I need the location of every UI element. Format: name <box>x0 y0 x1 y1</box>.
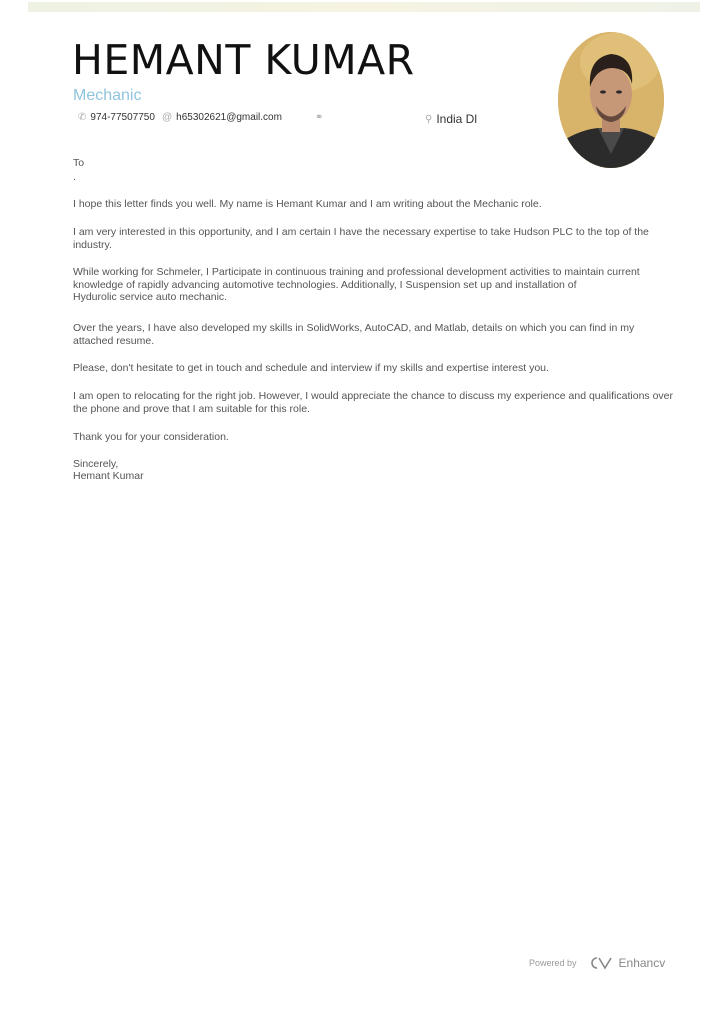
contact-phone[interactable] <box>78 112 155 123</box>
phone-icon: ✆ <box>78 112 87 123</box>
profile-photo-image <box>558 32 664 168</box>
contact-location <box>425 112 477 126</box>
applicant-name: HEMANT KUMAR <box>72 36 415 84</box>
recipient-dot: . <box>73 171 76 183</box>
paragraph-1: I hope this letter finds you well. My name is Hemant Kumar and I am writing about the Mechanic role. <box>73 198 542 210</box>
email-text: h65302621@gmail.com <box>176 112 282 123</box>
brand-name: Enhancv <box>618 956 666 970</box>
location-pin-icon: ⚲ <box>425 113 433 125</box>
paragraph-3: While working for Schmeler, I Participate in continuous training and professional development activities to maintain current knowledge of rapidly advancing automotive technologies. Additionally, I Suspension set up and installation of <box>73 266 640 291</box>
paragraph-4: Over the years, I have also developed my skills in SolidWorks, AutoCAD, and Matlab, details on which you can find in my attached resume. <box>73 322 635 347</box>
salutation <box>73 157 673 170</box>
paragraph-3-continued: Hydurolic service auto mechanic. <box>73 291 228 303</box>
recipient-placeholder <box>73 171 673 184</box>
profile-photo <box>558 32 664 168</box>
salutation-text: To <box>73 157 85 169</box>
link-icon: ⚭ <box>315 112 324 123</box>
contact-link[interactable] <box>315 112 327 123</box>
enhancv-logo-icon <box>589 956 615 970</box>
closing: Sincerely, <box>73 458 119 470</box>
paragraph-7: Thank you for your consideration. <box>73 431 229 443</box>
contact-email[interactable] <box>162 112 282 123</box>
at-icon: @ <box>162 112 173 123</box>
paragraph-5: Please, don't hesitate to get in touch and schedule and interview if my skills and expertise interest you. <box>73 362 549 374</box>
signature: Hemant Kumar <box>73 470 144 482</box>
job-title: Mechanic <box>73 87 142 104</box>
location-text: India Dl <box>436 112 478 126</box>
paragraph-6: I am open to relocating for the right job. However, I would appreciate the chance to discuss my experience and qualifications over the phone and prove that I am suitable for this role. <box>73 390 674 415</box>
paragraph-2: I am very interested in this opportunity, and I am certain I have the necessary expertise to take Hudson PLC to the top of the industry. <box>73 226 649 251</box>
phone-text: 974-77507750 <box>90 112 155 123</box>
powered-by-text: Powered by <box>529 958 577 968</box>
powered-by-footer[interactable] <box>529 956 665 970</box>
